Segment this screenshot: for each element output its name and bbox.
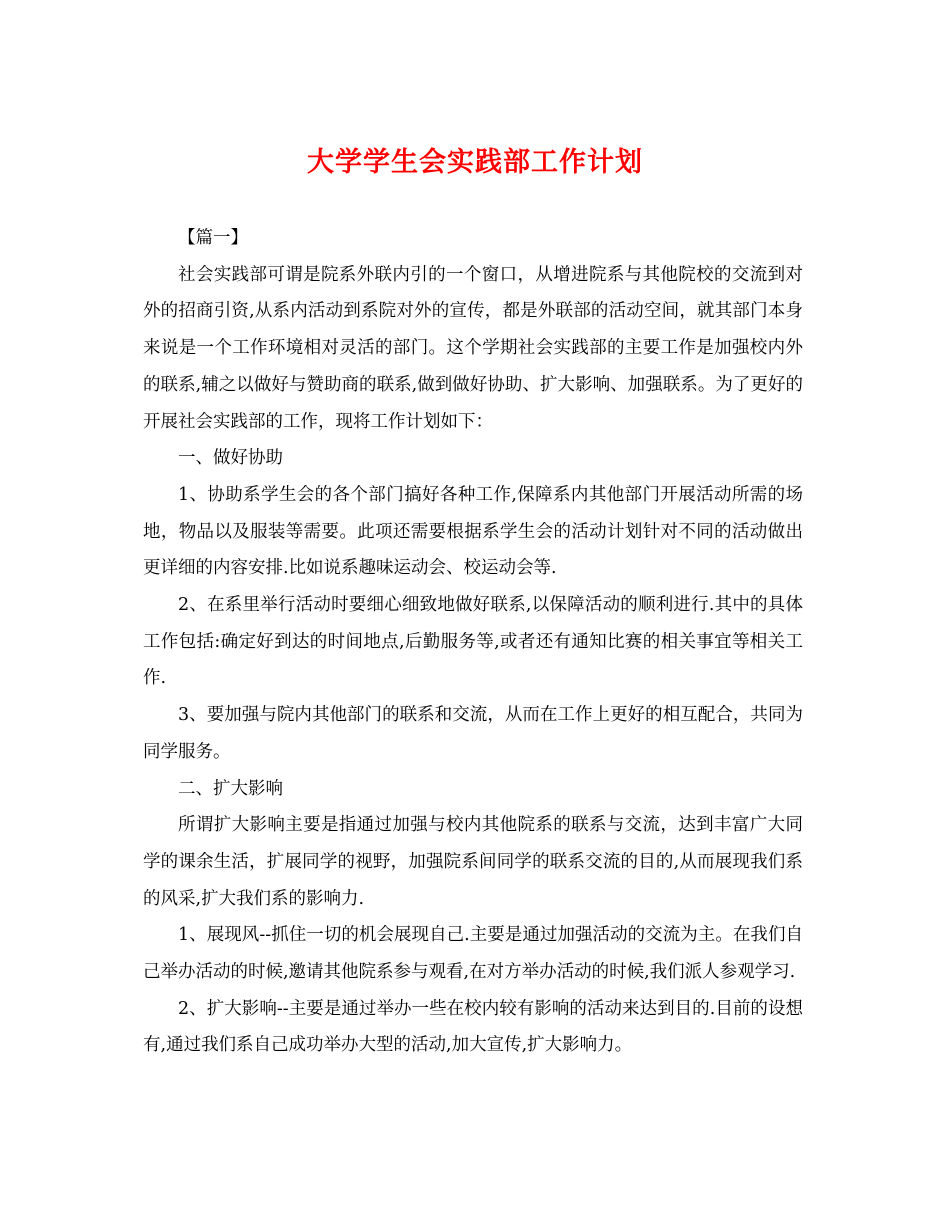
paragraph-section-marker: 【篇一】 — [178, 228, 248, 248]
paragraph-intro: 社会实践部可谓是院系外联内引的一个窗口，从增进院系与其他院校的交流到对外的招商引资,从系内活动到系院对外的宣传，都是外联部的活动空间，就其部门本身来说是一个工作环境相对灵活的部门。这个学期社会实践部的主要工作是加强校内外的联系,辅之以做好与赞助商的联系,做到做好协助、扩大影响、加强联系。为了更好的开展社会实践部的工作，现将工作计划如下： — [143, 264, 803, 432]
document-title: 大学学生会实践部工作计划 — [307, 147, 643, 178]
heading-assist: 一、做好协助 — [178, 448, 283, 469]
paragraph-assist-3: 3、要加强与院内其他部门的联系和交流，从而在工作上更好的相互配合，共同为同学服务。 — [143, 705, 803, 762]
paragraph-influence-2: 2、扩大影响--主要是通过举办一些在校内较有影响的活动来达到目的.目前的设想有,通过我们系自己成功举办大型的活动,加大宣传,扩大影响力。 — [143, 998, 803, 1056]
document-body — [143, 220, 803, 1064]
paragraph-influence-intro: 所谓扩大影响主要是指通过加强与校内其他院系的联系与交流，达到丰富广大同学的课余生活，扩展同学的视野，加强院系间同学的联系交流的目的,从而展现我们系的风采,扩大我们系的影响力. — [143, 815, 803, 909]
paragraph-assist-1: 1、协助系学生会的各个部门搞好各种工作,保障系内其他部门开展活动所需的场地，物品以及服装等需要。此项还需要根据系学生会的活动计划针对不同的活动做出更详细的内容安排.比如说系趣味运动会、校运动会等. — [143, 484, 803, 579]
paragraph-assist-2: 2、在系里举行活动时要细心细致地做好联系,以保障活动的顺利进行.其中的具体工作包括:确定好到达的时间地点,后勤服务等,或者还有通知比赛的相关事宜等相关工作. — [143, 595, 803, 689]
heading-influence: 二、扩大影响 — [178, 778, 283, 799]
paragraph-influence-1: 1、展现风--抓住一切的机会展现自己.主要是通过加强活动的交流为主。在我们自己举办活动的时候,邀请其他院系参与观看,在对方举办活动的时候,我们派人参观学习. — [143, 925, 803, 983]
